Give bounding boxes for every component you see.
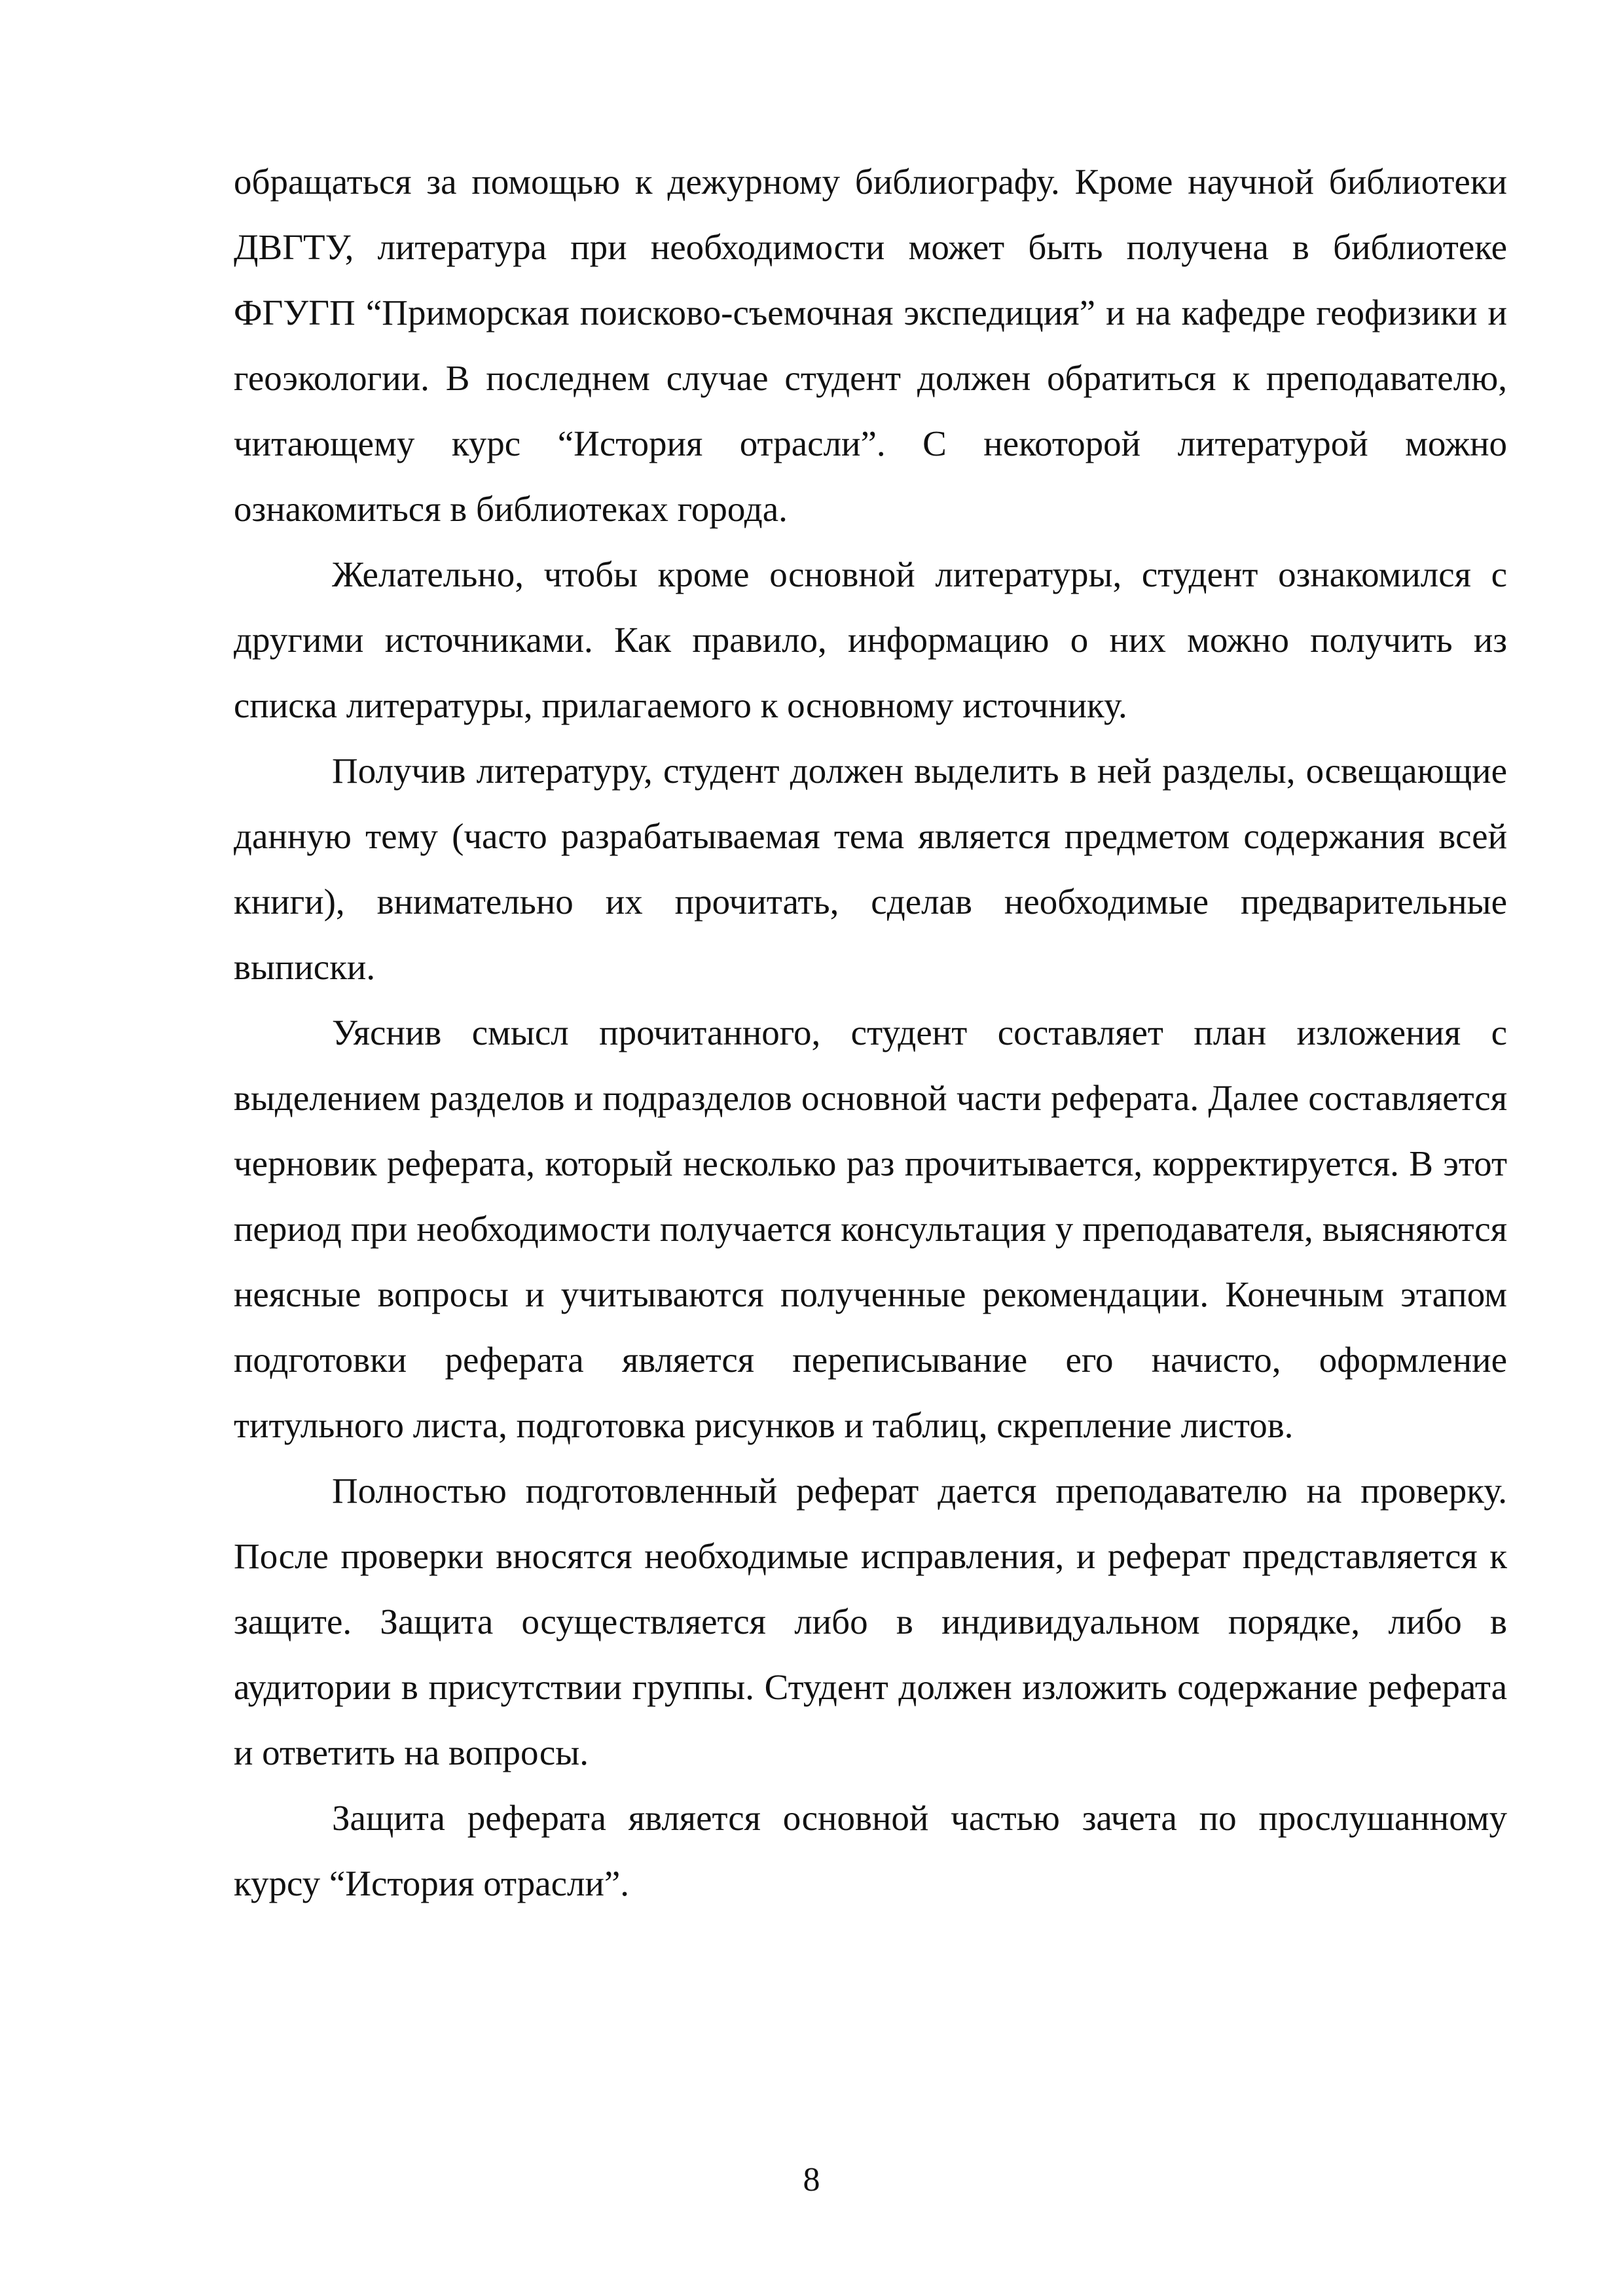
paragraph-reading-literature: Получив литературу, студент должен выделить в ней разделы, освещающие данную тему (часто разрабатываемая тема является предметом содержания всей книги), внимательно их прочитать, сделав необходимые предварительные выписки.	[234, 751, 1507, 987]
paragraph-writing-plan: Уяснив смысл прочитанного, студент составляет план изложения с выделением разделов и подразделов основной части реферата. Далее составляется черновик реферата, который несколько раз прочитывается, корректируется. В этот период при необходимости получается консультация у преподавателя, выясняются неясные вопросы и учитываются полученные рекомендации. Конечным этапом подготовки реферата является переписывание его начисто, оформление титульного листа, подготовка рисунков и таблиц, скрепление листов.	[234, 1013, 1507, 1445]
paragraph-additional-sources: Желательно, чтобы кроме основной литературы, студент ознакомился с другими источниками. Как правило, информацию о них можно получить из списка литературы, прилагаемого к основному источнику.	[234, 554, 1507, 725]
page-number: 8	[803, 2161, 820, 2198]
paragraph-review-defense: Полностью подготовленный реферат дается преподавателю на проверку. После проверки вносятся необходимые исправления, и реферат представляется к защите. Защита осуществляется либо в индивидуальном порядке, либо в аудитории в присутствии группы. Студент должен изложить содержание реферата и ответить на вопросы.	[234, 1471, 1507, 1772]
body-text	[234, 149, 1507, 1916]
paragraph-defense-credit: Защита реферата является основной частью зачета по прослушанному курсу “История отрасли”.	[234, 1798, 1507, 1903]
paragraph-continuation: обращаться за помощью к дежурному библиографу. Кроме научной библиотеки ДВГТУ, литература при необходимости может быть получена в библиотеке ФГУГП “Приморская поисково-съемочная экспедиция” и на кафедре геофизики и геоэкологии. В последнем случае студент должен обратиться к преподавателю, читающему курс “История отрасли”. С некоторой литературой можно ознакомиться в библиотеках города.	[234, 162, 1507, 529]
